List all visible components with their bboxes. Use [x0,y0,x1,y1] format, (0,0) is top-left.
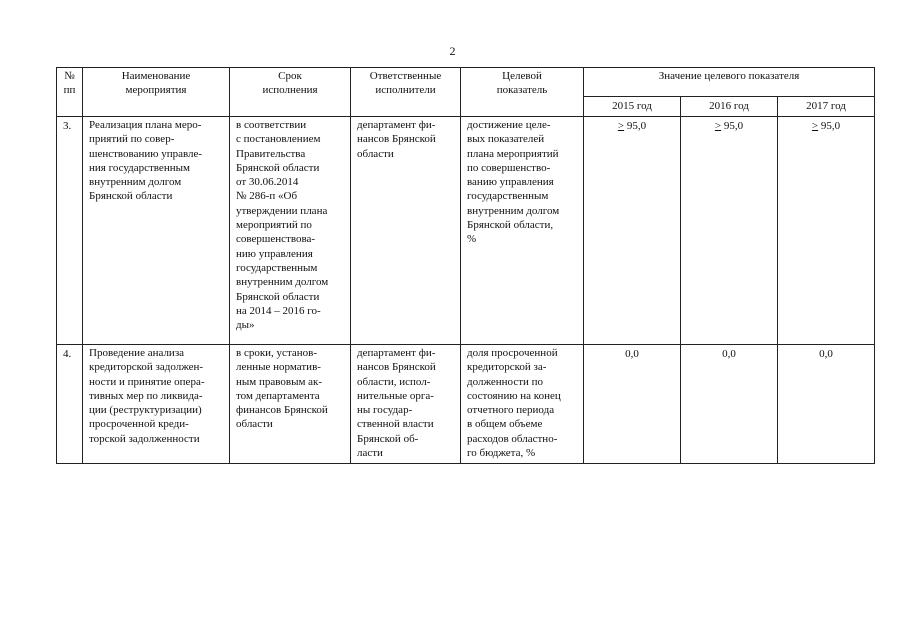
header-name: Наименование мероприятия [83,68,230,117]
responsible: департамент фи- нансов Брянской области, испол- нительные орга- ны государ- ственной власти Брянской об- ласти [351,345,461,464]
header-year-2016: 2016 год [681,97,778,117]
header-deadline: Срок исполнения [230,68,351,117]
value-sign: > [617,120,625,132]
target-indicator: доля просроченной кредиторской за- долженности по состоянию на конец отчетного периода в общем объеме расходов областно- го бюджета, % [461,345,584,464]
header-value-group: Значение целевого показателя [584,68,875,97]
deadline: в соответствии с постановлением Правительства Брянской области от 30.06.2014 № 286-п «Об утверждении плана мероприятий по совершенствова- нию управления государственным внутренним долгом Брянской области на 2014 – 2016 го- ды» [230,117,351,345]
value-2015 [584,345,681,464]
table-header-row [57,68,875,97]
value-number: 95,0 [624,120,647,132]
page-number: 2 [449,44,456,58]
value-sign: > [811,120,819,132]
value-number: 0,0 [722,348,736,360]
header-responsible: Ответственные исполнители [351,68,461,117]
value-2015 [584,117,681,345]
value-2017 [778,345,875,464]
responsible: департамент фи- нансов Брянской области [351,117,461,345]
value-number: 95,0 [818,120,841,132]
table-row [57,117,875,345]
value-number: 0,0 [625,348,639,360]
measure-name: Реализация плана меро- приятий по совер- шенствованию управле- ния государственным внутренним долгом Брянской области [83,117,230,345]
measures-table [56,67,875,464]
row-number: 3. [57,117,83,345]
header-indicator: Целевой показатель [461,68,584,117]
row-number: 4. [57,345,83,464]
value-2016 [681,117,778,345]
value-number: 95,0 [721,120,744,132]
header-number: № пп [57,68,83,117]
header-year-2017: 2017 год [778,97,875,117]
target-indicator: достижение целе- вых показателей плана мероприятий по совершенство- ванию управления государственным внутренним долгом Брянской области, % [461,117,584,345]
value-sign: > [714,120,722,132]
value-number: 0,0 [819,348,833,360]
measure-name: Проведение анализа кредиторской задолжен- ности и принятие опера- тивных мер по ликвида- ции (реструктуризации) просроченной креди- торской задолженности [83,345,230,464]
table-row [57,345,875,464]
value-2016 [681,345,778,464]
header-year-2015: 2015 год [584,97,681,117]
value-2017 [778,117,875,345]
deadline: в сроки, установ- ленные норматив- ным правовым ак- том департамента финансов Брянской области [230,345,351,464]
